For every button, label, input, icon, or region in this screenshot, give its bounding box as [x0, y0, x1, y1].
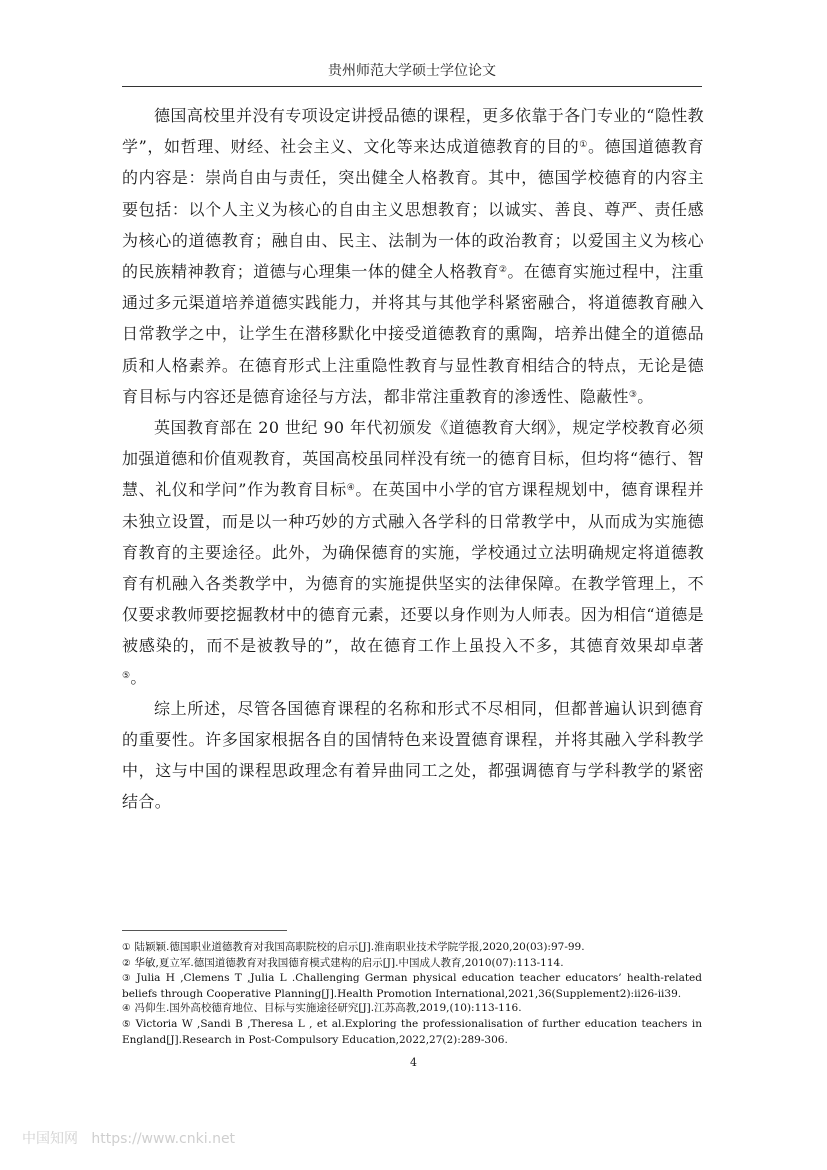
- page-number: 4: [410, 1056, 417, 1069]
- footnotes: [122, 940, 702, 1047]
- footnote-ref-5[interactable]: ⑤: [122, 670, 131, 681]
- footnote-ref-4[interactable]: ④: [346, 483, 356, 494]
- paragraph-germany: 德国高校里并没有专项设定讲授品德的课程，更多依靠于各门专业的“隐性教学”，如哲理、财经、社会主义、文化等来达成道德教育的目的①。德国道德教育的内容是：崇尚自由与责任，突出健全人格教育。其中，德国学校德育的内容主要包括：以个人主义为核心的自由主义思想教育；以诚实、善良、尊严、责任感为核心的道德教育；融自由、民主、法制为一体的政治教育；以爱国主义为核心的民族精神教育；道德与心理集一体的健全人格教育②。在德育实施过程中，注重通过多元渠道培养道德实践能力，并将其与其他学科紧密融合，将道德教育融入日常教学之中，让学生在潜移默化中接受道德教育的熏陶，培养出健全的道德品质和人格素养。在德育形式上注重隐性教育与显性教育相结合的特点，无论是德育目标与内容还是德育途径与方法，都非常注重教育的渗透性、隐蔽性③。: [122, 106, 705, 406]
- footnote-ref-1[interactable]: ①: [579, 140, 588, 151]
- footnote-5: ⑤ Victoria W ,Sandi B ,Theresa L , et al.Exploring the professionalisation of further education teachers in England[J].Research in Post-Compulsory Education,2022,27(2):289-306.: [122, 1017, 702, 1046]
- footnote-ref-2[interactable]: ②: [498, 265, 508, 276]
- paragraph-uk: 英国教育部在 20 世纪 90 年代初颁发《道德教育大纲》，规定学校教育必须加强道德和价值观教育，英国高校虽同样没有统一的德育目标，但均将“德行、智慧、礼仪和学问”作为教育目标④。在英国中小学的官方课程规划中，德育课程并未独立设置，而是以一种巧妙的方式融入各学科的日常教学中，从而成为实施德育教育的主要途径。此外，为确保德育的实施，学校通过立法明确规定将道德教育有机融入各类教学中，为德育的实施提供坚实的法律保障。在教学管理上，不仅要求教师要挖掘教材中的德育元素，还要以身作则为人师表。因为相信“道德是被感染的，而不是被教导的”，故在德育工作上虽投入不多，其德育效果却卓著⑤。: [122, 418, 704, 687]
- footnote-divider: [122, 930, 287, 931]
- footnote-3: ③ Julia H ,Clemens T ,Julia L .Challenging German physical education teacher educators’ health-related beliefs through Cooperative Planning[J].Health Promotion International,2021,36(Supplement2):ii26-ii39.: [122, 972, 702, 1000]
- running-header: 贵州师范大学硕士学位论文: [122, 60, 702, 87]
- footnote-2: ② 华敏,夏立军.德国道德教育对我国德育模式建构的启示[J].中国成人教育,2010(07):113-114.: [122, 956, 564, 969]
- body-text: [122, 100, 704, 818]
- cnki-watermark: 中国知网 https://www.cnki.net: [22, 1131, 236, 1147]
- footnote-1: ① 陆颖颖.德国职业道德教育对我国高职院校的启示[J].淮南职业技术学院学报,2020,20(03):97-99.: [122, 941, 585, 953]
- footnote-4: ④ 冯仰生.国外高校德育地位、目标与实施途径研究[J].江苏高教,2019,(10):113-116.: [122, 1002, 522, 1015]
- paragraph-summary: 综上所述，尽管各国德育课程的名称和形式不尽相同，但都普遍认识到德育的重要性。许多国家根据各自的国情特色来设置德育课程，并将其融入学科教学中，这与中国的课程思政理念有着异曲同工之处，都强调德育与学科教学的紧密结合。: [122, 698, 704, 812]
- footnote-ref-3[interactable]: ③: [628, 389, 638, 400]
